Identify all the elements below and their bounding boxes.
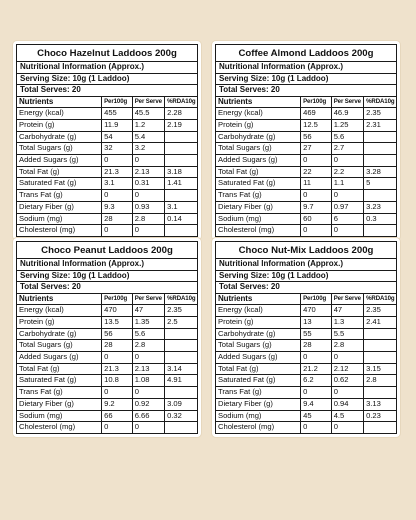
per100g-value: 11.9 [102,119,133,131]
table-row [216,410,396,422]
rda-value [165,352,197,364]
per-serve-value: 0 [132,225,164,236]
table-row [17,422,197,433]
nutrient-name: Trans Fat (g) [17,387,102,399]
rda-value: 3.14 [165,363,197,375]
rda-value [364,131,396,143]
column-header-per100g: Per100g [102,293,133,305]
table-row [17,225,197,236]
column-header-nutrients: Nutrients [216,293,301,305]
section-title: Nutritional Information (Approx.) [216,259,396,271]
product-title: Choco Hazelnut Laddoos 200g [17,45,197,62]
rda-value [165,155,197,167]
per100g-value: 56 [102,328,133,340]
per100g-value: 21.2 [301,363,332,375]
product-title: Coffee Almond Laddoos 200g [216,45,396,62]
table-row [216,363,396,375]
rda-value [165,340,197,352]
per-serve-value: 45.5 [132,108,164,120]
rda-value [364,352,396,364]
per-serve-value: 0 [331,190,363,202]
rda-value: 3.15 [364,363,396,375]
rda-value [364,387,396,399]
nutrient-name: Cholesterol (mg) [17,422,102,433]
per-serve-value: 1.35 [132,316,164,328]
table-row [216,305,396,317]
per100g-value: 21.3 [102,363,133,375]
table-row [216,178,396,190]
nutrient-name: Carbohydrate (g) [216,131,301,143]
table-row [216,201,396,213]
per100g-value: 56 [301,131,332,143]
per100g-value: 6.2 [301,375,332,387]
per-serve-value: 1.08 [132,375,164,387]
nutrient-name: Cholesterol (mg) [17,225,102,236]
per-serve-value: 2.13 [132,363,164,375]
per-serve-value: 6 [331,213,363,225]
per-serve-value: 5.4 [132,131,164,143]
nutrition-label [215,241,397,434]
nutrient-name: Protein (g) [216,119,301,131]
per-serve-value: 1.25 [331,119,363,131]
nutrient-name: Energy (kcal) [17,108,102,120]
rda-value: 2.28 [165,108,197,120]
per100g-value: 469 [301,108,332,120]
rda-value: 2.19 [165,119,197,131]
nutrient-name: Saturated Fat (g) [17,375,102,387]
rda-value: 3.18 [165,166,197,178]
per100g-value: 470 [102,305,133,317]
per100g-value: 22 [301,166,332,178]
rda-value [165,387,197,399]
per-serve-value: 0.94 [331,398,363,410]
per100g-value: 21.3 [102,166,133,178]
table-row [216,375,396,387]
per-serve-value: 0 [331,422,363,433]
section-title: Nutritional Information (Approx.) [17,259,197,271]
per100g-value: 0 [301,155,332,167]
nutrient-name: Protein (g) [216,316,301,328]
table-row [216,387,396,399]
per100g-value: 0 [102,422,133,433]
nutrient-name: Energy (kcal) [216,305,301,317]
total-serves: Total Serves: 20 [20,282,81,291]
per100g-value: 28 [102,213,133,225]
total-serves: Total Serves: 20 [219,85,280,94]
per100g-value: 54 [102,131,133,143]
table-row [216,422,396,433]
per-serve-value: 0.97 [331,201,363,213]
column-header-per-serve: Per Serve [331,293,363,305]
rda-value [364,190,396,202]
rda-value [165,328,197,340]
nutrient-name: Total Sugars (g) [216,143,301,155]
table-header-row [17,293,197,305]
table-row [17,305,197,317]
per-serve-value: 6.66 [132,410,164,422]
per100g-value: 9.3 [102,201,133,213]
column-header-per100g: Per100g [102,96,133,108]
column-header-rda: %RDA10g [364,96,396,108]
per-serve-value: 0 [132,190,164,202]
rda-value: 2.35 [364,108,396,120]
rda-value [364,340,396,352]
per-serve-value: 0.93 [132,201,164,213]
per100g-value: 27 [301,143,332,155]
nutrient-name: Dietary Fiber (g) [17,398,102,410]
nutrient-name: Cholesterol (mg) [216,422,301,433]
per-serve-value: 2.2 [331,166,363,178]
total-serves: Total Serves: 20 [20,85,81,94]
nutrient-name: Sodium (mg) [17,410,102,422]
table-row [17,166,197,178]
nutrient-name: Total Sugars (g) [216,340,301,352]
per-serve-value: 5.6 [331,131,363,143]
product-title: Choco Nut-Mix Laddoos 200g [216,242,396,259]
per-serve-value: 3.2 [132,143,164,155]
table-row [17,316,197,328]
nutrient-name: Total Fat (g) [17,166,102,178]
table-row [17,119,197,131]
per100g-value: 12.5 [301,119,332,131]
nutrition-table [17,293,197,433]
per100g-value: 3.1 [102,178,133,190]
column-header-nutrients: Nutrients [17,96,102,108]
nutrient-name: Total Sugars (g) [17,340,102,352]
table-row [17,352,197,364]
rda-value [165,225,197,236]
nutrient-name: Total Fat (g) [216,166,301,178]
table-row [17,155,197,167]
rda-value [165,131,197,143]
table-row [216,316,396,328]
rda-value: 3.13 [364,398,396,410]
table-row [17,143,197,155]
table-row [216,213,396,225]
table-row [17,131,197,143]
table-row [17,178,197,190]
table-row [216,143,396,155]
per-serve-value: 0.62 [331,375,363,387]
table-row [17,363,197,375]
per100g-value: 13 [301,316,332,328]
nutrient-name: Trans Fat (g) [216,190,301,202]
nutrient-name: Protein (g) [17,119,102,131]
nutrition-table [216,96,396,236]
nutrient-name: Protein (g) [17,316,102,328]
table-row [216,131,396,143]
column-header-per100g: Per100g [301,293,332,305]
per100g-value: 0 [102,387,133,399]
nutrient-name: Energy (kcal) [216,108,301,120]
nutrient-name: Total Fat (g) [216,363,301,375]
nutrition-card-2 [212,41,400,240]
nutrition-table [216,293,396,433]
rda-value: 0.23 [364,410,396,422]
per100g-value: 0 [102,225,133,236]
section-title: Nutritional Information (Approx.) [216,62,396,74]
column-header-per100g: Per100g [301,96,332,108]
table-row [17,108,197,120]
per100g-value: 455 [102,108,133,120]
rda-value: 3.1 [165,201,197,213]
per-serve-value: 1.1 [331,178,363,190]
table-row [17,328,197,340]
per-serve-value: 2.13 [132,166,164,178]
table-row [216,328,396,340]
per-serve-value: 0.31 [132,178,164,190]
nutrition-table [17,96,197,236]
serving-size: Serving Size: 10g (1 Laddoo) [17,74,197,86]
per100g-value: 28 [301,340,332,352]
table-header-row [216,293,396,305]
nutrition-card-1 [13,41,201,240]
per-serve-value: 47 [132,305,164,317]
nutrient-name: Trans Fat (g) [216,387,301,399]
per-serve-value: 5.6 [132,328,164,340]
per-serve-value: 5.5 [331,328,363,340]
table-row [216,108,396,120]
nutrient-name: Sodium (mg) [17,213,102,225]
product-title: Choco Peanut Laddoos 200g [17,242,197,259]
rda-value [165,422,197,433]
per-serve-value: 1.2 [132,119,164,131]
per100g-value: 45 [301,410,332,422]
nutrient-name: Saturated Fat (g) [17,178,102,190]
table-row [216,155,396,167]
rda-value: 3.09 [165,398,197,410]
column-header-per-serve: Per Serve [331,96,363,108]
per100g-value: 0 [301,422,332,433]
per-serve-value: 0 [132,155,164,167]
nutrient-name: Added Sugars (g) [216,155,301,167]
serving-size: Serving Size: 10g (1 Laddoo) [17,271,197,283]
column-header-rda: %RDA10g [165,96,197,108]
per-serve-value: 0 [132,422,164,433]
table-row [17,375,197,387]
nutrient-name: Carbohydrate (g) [216,328,301,340]
column-header-nutrients: Nutrients [17,293,102,305]
rda-value [165,190,197,202]
rda-value: 5 [364,178,396,190]
per-serve-value: 4.5 [331,410,363,422]
per100g-value: 10.8 [102,375,133,387]
per-serve-value: 0 [331,352,363,364]
table-row [17,201,197,213]
per-serve-value: 0 [331,387,363,399]
per100g-value: 11 [301,178,332,190]
table-row [17,213,197,225]
per-serve-value: 2.8 [331,340,363,352]
rda-value [364,155,396,167]
per-serve-value: 2.8 [132,213,164,225]
per-serve-value: 0 [132,387,164,399]
nutrient-name: Saturated Fat (g) [216,375,301,387]
column-header-rda: %RDA10g [364,293,396,305]
per-serve-value: 0 [331,155,363,167]
per-serve-value: 2.7 [331,143,363,155]
nutrient-name: Added Sugars (g) [17,155,102,167]
per100g-value: 0 [102,155,133,167]
per-serve-value: 47 [331,305,363,317]
per100g-value: 32 [102,143,133,155]
per100g-value: 0 [102,190,133,202]
nutrition-label [16,44,198,237]
rda-value [364,422,396,433]
rda-value: 2.41 [364,316,396,328]
nutrition-card-3 [13,238,201,437]
column-header-rda: %RDA10g [165,293,197,305]
nutrient-name: Sodium (mg) [216,213,301,225]
table-row [216,190,396,202]
per100g-value: 66 [102,410,133,422]
nutrient-name: Dietary Fiber (g) [216,398,301,410]
rda-value: 4.91 [165,375,197,387]
per-serve-value: 2.8 [132,340,164,352]
rda-value [364,143,396,155]
nutrient-name: Dietary Fiber (g) [216,201,301,213]
nutrient-name: Dietary Fiber (g) [17,201,102,213]
table-row [216,352,396,364]
per100g-value: 0 [301,387,332,399]
rda-value [165,143,197,155]
rda-value: 0.32 [165,410,197,422]
rda-value: 1.41 [165,178,197,190]
per100g-value: 9.2 [102,398,133,410]
nutrient-name: Sodium (mg) [216,410,301,422]
per-serve-value: 2.12 [331,363,363,375]
rda-value: 2.35 [165,305,197,317]
rda-value: 3.28 [364,166,396,178]
per-serve-value: 0 [331,225,363,236]
rda-value: 0.14 [165,213,197,225]
table-row [216,166,396,178]
per-serve-value: 46.9 [331,108,363,120]
column-header-per-serve: Per Serve [132,293,164,305]
rda-value [364,328,396,340]
table-row [216,340,396,352]
per100g-value: 60 [301,213,332,225]
nutrient-name: Total Fat (g) [17,363,102,375]
nutrient-name: Total Sugars (g) [17,143,102,155]
nutrition-label [16,241,198,434]
per100g-value: 9.4 [301,398,332,410]
nutrition-card-4 [212,238,400,437]
table-header-row [17,96,197,108]
rda-value: 2.5 [165,316,197,328]
per100g-value: 0 [102,352,133,364]
nutrient-name: Energy (kcal) [17,305,102,317]
serving-size: Serving Size: 10g (1 Laddoo) [216,271,396,283]
table-row [17,340,197,352]
nutrient-name: Cholesterol (mg) [216,225,301,236]
per100g-value: 28 [102,340,133,352]
nutrition-label [215,44,397,237]
per100g-value: 55 [301,328,332,340]
serving-size: Serving Size: 10g (1 Laddoo) [216,74,396,86]
column-header-per-serve: Per Serve [132,96,164,108]
total-serves: Total Serves: 20 [219,282,280,291]
column-header-nutrients: Nutrients [216,96,301,108]
table-row [17,190,197,202]
rda-value [364,225,396,236]
nutrient-name: Added Sugars (g) [17,352,102,364]
nutrient-name: Trans Fat (g) [17,190,102,202]
per-serve-value: 0.92 [132,398,164,410]
nutrient-name: Saturated Fat (g) [216,178,301,190]
per100g-value: 13.5 [102,316,133,328]
per-serve-value: 0 [132,352,164,364]
section-title: Nutritional Information (Approx.) [17,62,197,74]
per100g-value: 0 [301,225,332,236]
rda-value: 0.3 [364,213,396,225]
rda-value: 2.31 [364,119,396,131]
per100g-value: 0 [301,190,332,202]
table-row [17,398,197,410]
per100g-value: 0 [301,352,332,364]
rda-value: 2.35 [364,305,396,317]
table-row [17,410,197,422]
table-row [216,398,396,410]
table-row [216,119,396,131]
nutrient-name: Added Sugars (g) [216,352,301,364]
nutrient-name: Carbohydrate (g) [17,131,102,143]
per-serve-value: 1.3 [331,316,363,328]
table-row [17,387,197,399]
table-row [216,225,396,236]
rda-value: 2.8 [364,375,396,387]
rda-value: 3.23 [364,201,396,213]
per100g-value: 470 [301,305,332,317]
per100g-value: 9.7 [301,201,332,213]
nutrient-name: Carbohydrate (g) [17,328,102,340]
table-header-row [216,96,396,108]
